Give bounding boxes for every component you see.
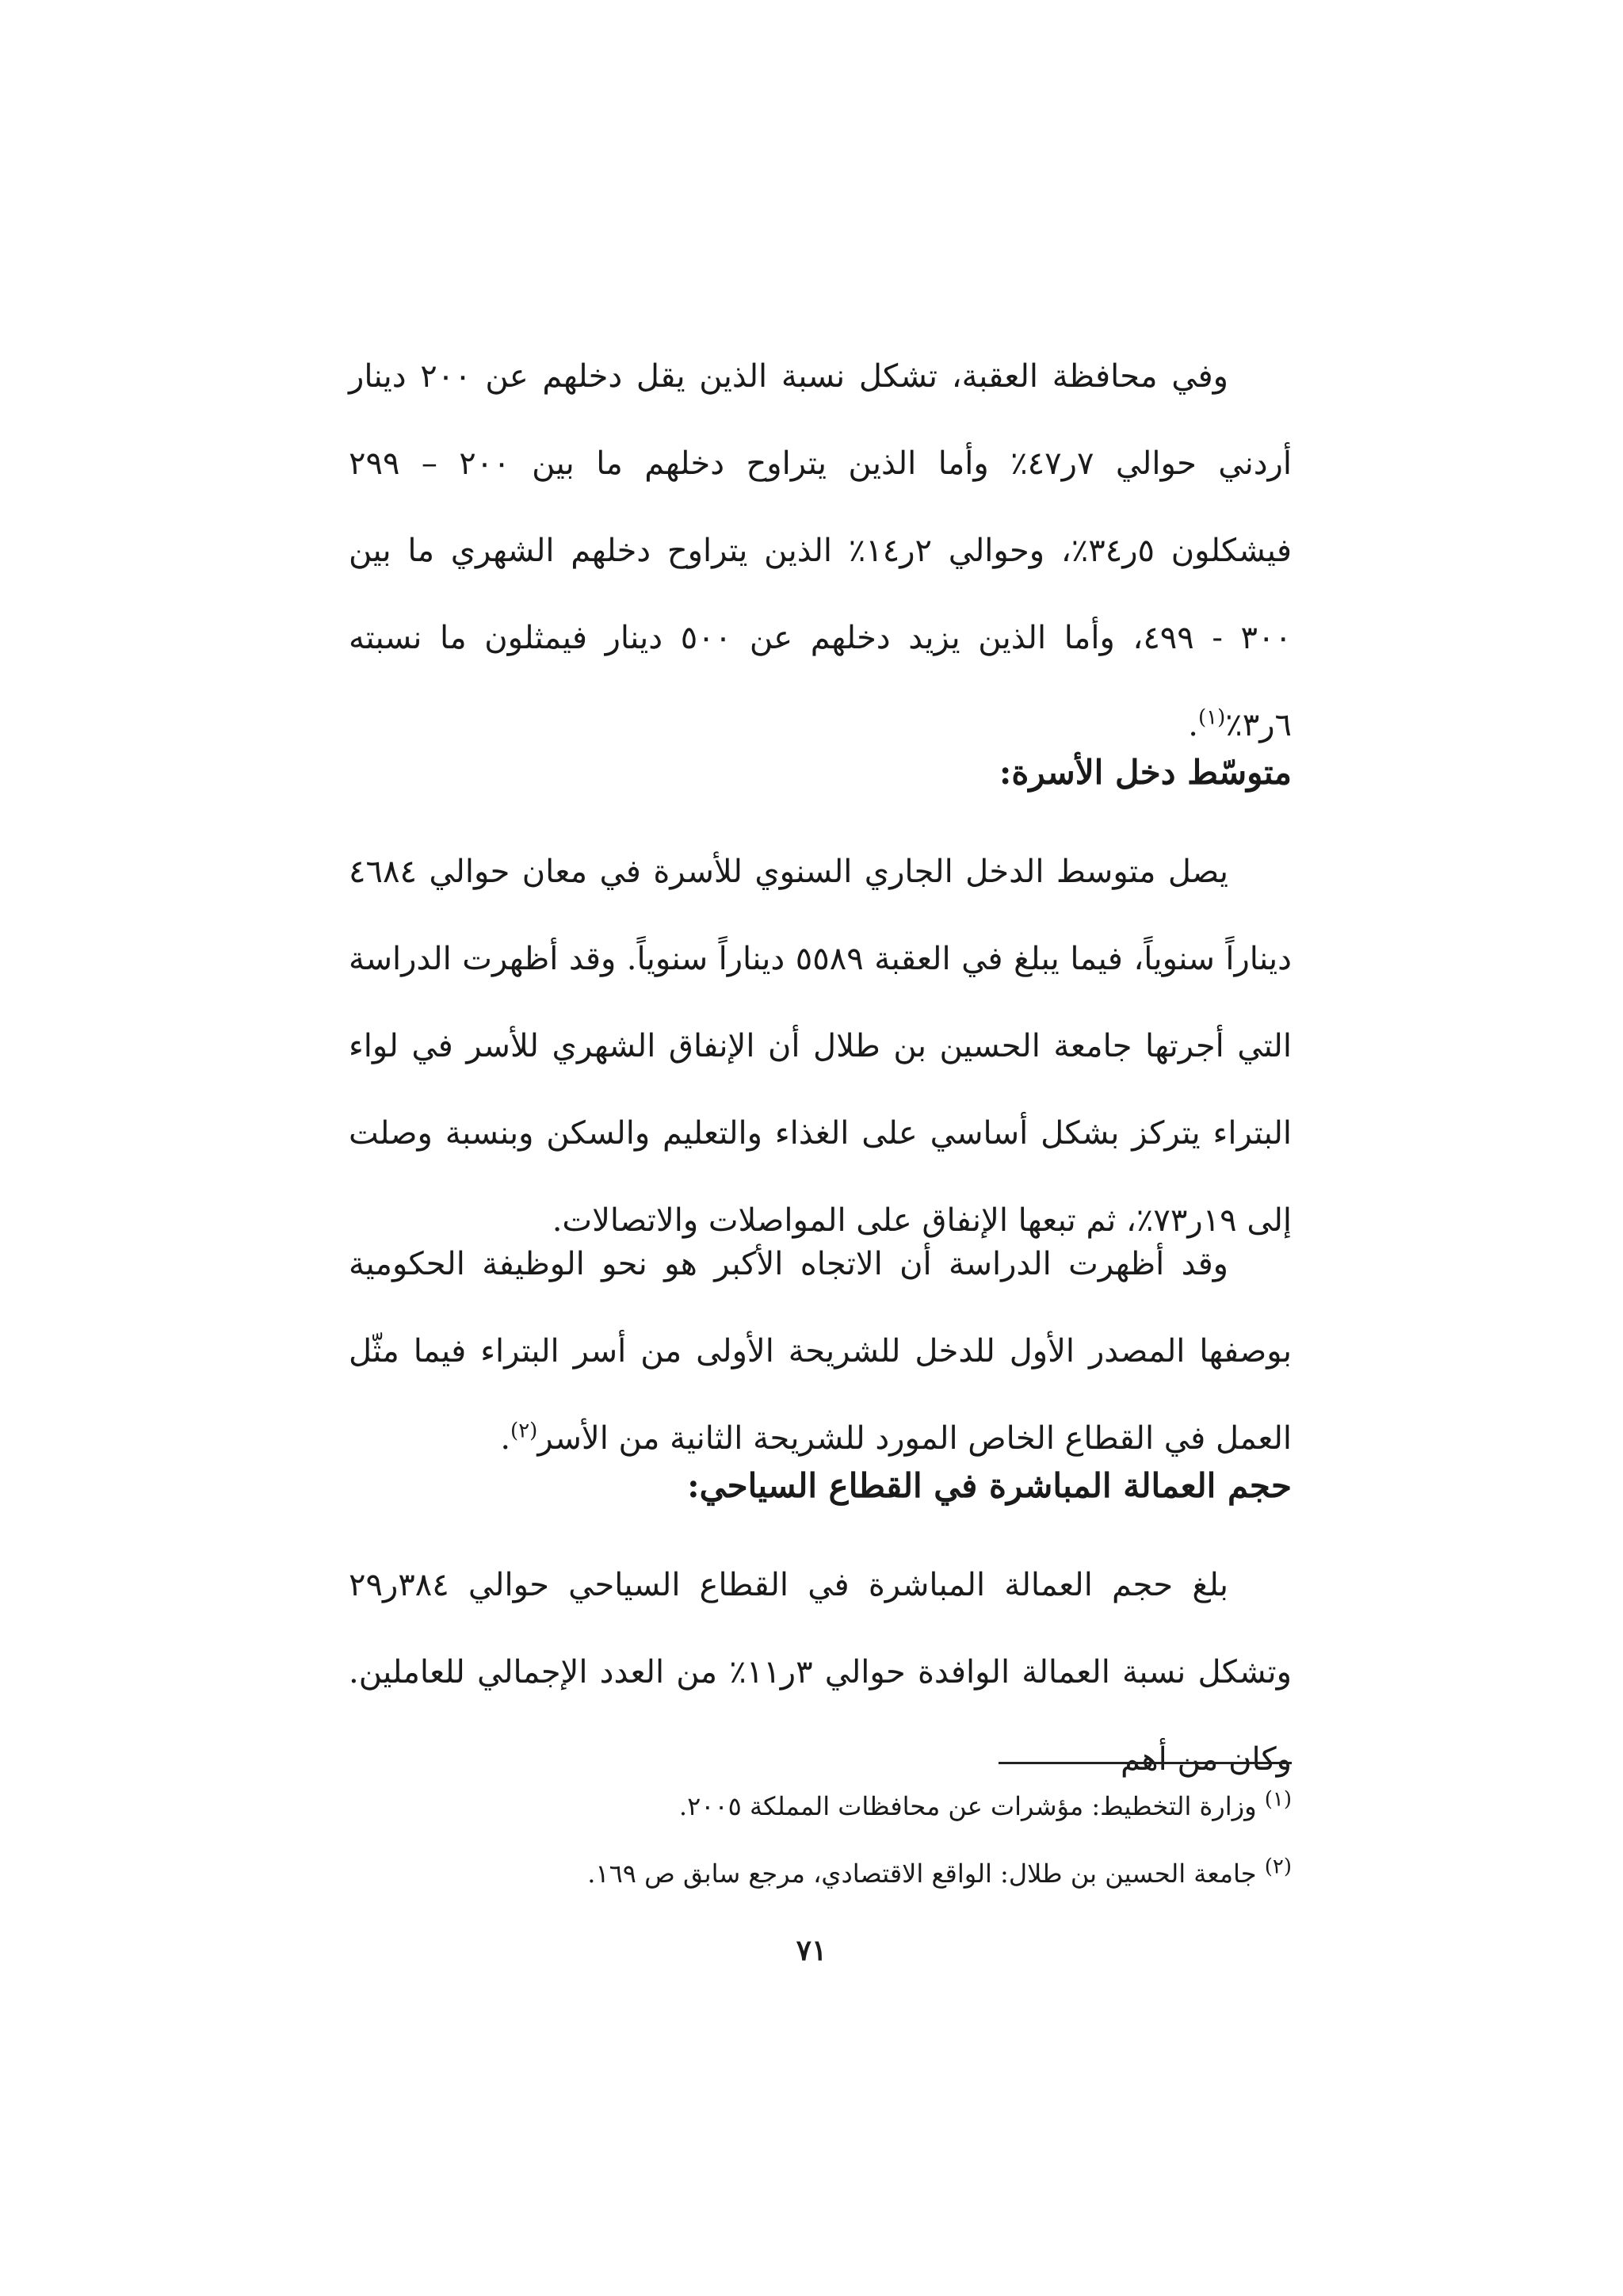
page-number: ٧١ [796,1934,827,1967]
footnote-2 [349,1855,1292,1893]
footnote-number: (٢) [1264,1855,1292,1879]
paragraph-text: وفي محافظة العقبة، تشكل نسبة الذين يقل دخلهم عن ٢٠٠ دينار أردني حوالي ٧ر٤٧٪ وأما الذين يتراوح دخلهم ما بين ٢٠٠ – ٢٩٩ فيشكلون ٥ر٣٤٪، وحوالي ٢ر١٤٪ الذين يتراوح دخلهم الشهري ما بين ٣٠٠ - ٤٩٩، وأما الذين يزيد دخلهم عن ٥٠٠ دينار فيمثلون ما نسبته ٦ر٣٪ [349,358,1292,743]
section-heading-household-income: متوسّط دخل الأسرة: [999,753,1292,792]
footnote-reference: (١) [1197,705,1226,730]
footnote-1 [349,1787,1292,1825]
paragraph-household-income: يصل متوسط الدخل الجاري السنوي للأسرة في معان حوالي ٤٦٨٤ ديناراً سنوياً، فيما يبلغ في العقبة ٥٥٨٩ ديناراً سنوياً. وقد أظهرت الدراسة التي أجرتها جامعة الحسين بن طلال أن الإنفاق الشهري للأسر في لواء البتراء يتركز بشكل أساسي على الغذاء والتعليم والسكن وبنسبة وصلت إلى ١٩ر٧٣٪، ثم تبعها الإنفاق على المواصلات والاتصالات. [349,854,1292,1239]
section-heading-tourism-employment: حجم العمالة المباشرة في القطاع السياحي: [687,1466,1292,1505]
footnote-separator [999,1762,1292,1764]
footnote-reference: (٢) [510,1419,538,1443]
paragraph-income-aqaba [349,333,1292,769]
paragraph-text: وقد أظهرت الدراسة أن الاتجاه الأكبر هو نحو الوظيفة الحكومية بوصفها المصدر الأول للدخل للشريحة الأولى من أسر البتراء فيما مثّل العمل في القطاع الخاص المورد للشريحة الثانية من الأسر [349,1246,1292,1457]
footnote-number: (١) [1264,1787,1292,1812]
paragraph-end: . [1188,707,1198,743]
paragraph-tourism-employment: بلغ حجم العمالة المباشرة في القطاع السياحي حوالي ٣٨٤ر٢٩ وتشكل نسبة العمالة الوافدة حوالي ٣ر١١٪ من العدد الإجمالي للعاملين. وكان من أهم [349,1567,1293,1778]
paragraph-end: . [500,1420,511,1457]
paragraph-employment-sources [349,1221,1292,1482]
footnote-text: وزارة التخطيط: مؤشرات عن محافظات المملكة ٢٠٠٥. [678,1791,1257,1821]
footnote-text: جامعة الحسين بن طلال: الواقع الاقتصادي، مرجع سابق ص ١٦٩. [587,1859,1257,1889]
